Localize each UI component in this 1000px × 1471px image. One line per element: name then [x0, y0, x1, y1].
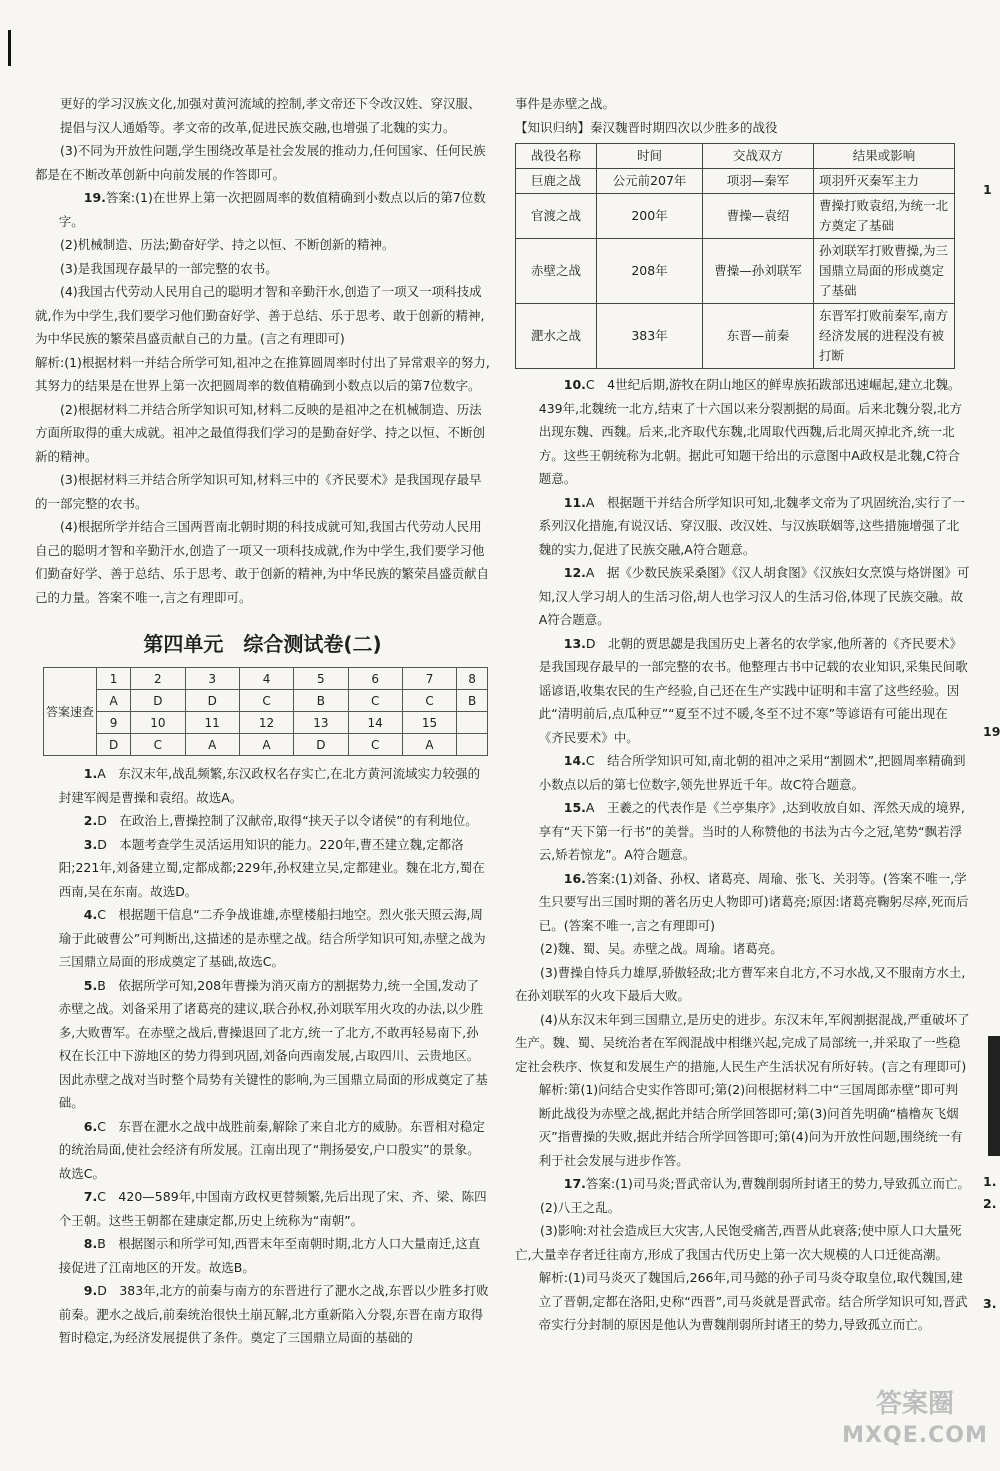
question-item [35, 974, 490, 1115]
table-cell: C [402, 690, 456, 712]
table-cell: C [131, 734, 185, 756]
question-text: C 东晋在淝水之战中战胜前秦,解除了来自北方的威胁。东晋相对稳定的统治局面,使社会经济有所发展。江南出现了“荆扬晏安,户口殷实”的景象。故选C。 [58, 1118, 485, 1181]
knowledge-title: 【知识归纳】秦汉魏晋时期四次以少胜多的战役 [515, 119, 778, 135]
table-cell: 7 [402, 668, 456, 690]
question-number: 4. [83, 907, 98, 922]
edge-number: 1. [983, 1174, 997, 1189]
question-item [515, 373, 970, 491]
question-item [35, 903, 490, 974]
table-cell: A [402, 734, 456, 756]
answer-part: (2)魏、蜀、吴。赤壁之战。周瑜。诸葛亮。 [540, 941, 783, 956]
unit-title: 第四单元 综合测试卷(二) [143, 632, 382, 656]
table-cell: 12 [239, 712, 293, 734]
table-cell: 4 [239, 668, 293, 690]
table-header: 交战双方 [703, 144, 814, 169]
table-cell: B [294, 690, 348, 712]
table-header: 时间 [597, 144, 703, 169]
table-cell: C [348, 690, 402, 712]
question-number: 11. [563, 494, 586, 510]
table-cell: 8 [457, 668, 488, 690]
edge-number: 2. [983, 1196, 997, 1211]
questions-1-9 [35, 762, 490, 1350]
table-cell: 曹操打败袁绍,为统一北方奠定了基础 [814, 194, 955, 239]
question-text: D 在政治上,曹操控制了汉献帝,取得“挟天子以令诸侯”的有利地位。 [97, 813, 478, 828]
question-19 [35, 186, 490, 609]
questions-10-15 [515, 373, 970, 867]
table-cell: A [239, 734, 293, 756]
intro-text: 更好的学习汉族文化,加强对黄河流域的控制,孝文帝还下令改汉姓、穿汉服、提倡与汉人通婚等。孝文帝的改革,促进民族交融,也增强了北魏的实力。 [60, 96, 481, 135]
table-label: 答案速查 [44, 668, 97, 756]
question-text: B 根据图示和所学可知,西晋末年至南朝时期,北方人口大量南迁,这直接促进了江南地区的开发。故选B。 [58, 1236, 481, 1275]
question-item [515, 749, 970, 796]
question-text: A 根据题干并结合所学知识可知,北魏孝文帝为了巩固统治,实行了一系列汉化措施,有说汉话、穿汉服、改汉姓、与汉族联姻等,这些措施增强了北魏的实力,促进了民族交融,A符合题意。 [538, 494, 965, 557]
table-cell: 曹操—孙刘联军 [703, 239, 814, 304]
question-item [35, 1279, 490, 1350]
answer-text: 答案:(1)在世界上第一次把圆周率的数值精确到小数点以后的第7位数字。 [58, 190, 486, 229]
table-cell: 2 [131, 668, 185, 690]
analysis-text: 解析:第(1)问结合史实作答即可;第(2)问根据材料二中“三国周郎赤壁”即可判断此战役为赤壁之战,据此并结合所学回答即可;第(3)问首先明确“樯橹灰飞烟灭”指曹操的失败,据此并结合所学回答即可;第(4)问为开放性问题,围绕统一有利于社会发展与进步作答。 [538, 1082, 963, 1168]
question-number: 10. [563, 377, 586, 392]
table-row [44, 734, 488, 756]
table-cell: 208年 [597, 239, 703, 304]
table-cell: 6 [348, 668, 402, 690]
table-row [516, 194, 955, 239]
edge-bar [988, 1036, 1000, 1156]
question-number: 13. [563, 635, 586, 651]
table-cell: C [239, 690, 293, 712]
table-cell: 200年 [597, 194, 703, 239]
watermark-text: 答案圈 [875, 1389, 954, 1419]
table-cell [457, 734, 488, 756]
answer-part: (3)曹操自恃兵力雄厚,骄傲轻敌;北方曹军来自北方,不习水战,又不服南方水土,在孙刘联军的火攻下最后大败。 [515, 964, 966, 1003]
table-cell: 10 [131, 712, 185, 734]
table-cell: 赤壁之战 [516, 239, 597, 304]
question-answer [35, 186, 490, 233]
table-cell: C [348, 734, 402, 756]
table-cell: 孙刘联军打败曹操,为三国鼎立局面的形成奠定了基础 [814, 239, 955, 304]
intro-text: (3)不同为开放性问题,学生围绕改革是社会发展的推动力,任何国家、任何民族都是在不断改革创新中向前发展的作答即可。 [35, 143, 486, 182]
question-text: A 据《少数民族采桑图》《汉人胡食图》《汉族妇女烹馍与烙饼图》可知,汉人学习胡人的生活习俗,胡人也学习汉人的生活习俗,体现了民族交融。故A符合题意。 [538, 565, 970, 627]
question-item [515, 491, 970, 562]
answer-part: (4)从东汉末年到三国鼎立,是历史的进步。东汉末年,军阀割据混战,严重破坏了生产。魏、蜀、吴统治者在军阀混战中相继兴起,完成了局部统一,并采取了一些稳定社会秩序、恢复和发展生产的措施,人民生产生活状况有所好转。(言之有理即可) [515, 1011, 970, 1074]
question-item [35, 1232, 490, 1279]
table-cell: D [185, 690, 239, 712]
question-17 [515, 1172, 970, 1337]
table-cell: 9 [97, 712, 131, 734]
question-number: 12. [563, 565, 586, 580]
question-item [35, 762, 490, 809]
table-cell: 14 [348, 712, 402, 734]
table-cell: 1 [97, 668, 131, 690]
question-item [35, 1185, 490, 1232]
table-row [44, 690, 488, 712]
table-cell: 11 [185, 712, 239, 734]
question-16 [515, 867, 970, 1173]
question-answer [515, 867, 970, 938]
table-cell: 曹操—袁绍 [703, 194, 814, 239]
table-cell: 3 [185, 668, 239, 690]
question-item [35, 833, 490, 904]
table-cell: 项羽歼灭秦军主力 [814, 169, 955, 194]
table-cell: 13 [294, 712, 348, 734]
question-number: 8. [83, 1236, 98, 1251]
question-text: D 本题考查学生灵活运用知识的能力。220年,曹丕建立魏,定都洛阳;221年,刘备建立蜀,定都成都;229年,孙权建立吴,定都建业。魏在北方,蜀在西南,吴在东南。故选D。 [58, 836, 485, 899]
question-number: 9. [83, 1283, 98, 1298]
edge-number: 3. [983, 1296, 997, 1311]
question-text: D 北朝的贾思勰是我国历史上著名的农学家,他所著的《齐民要术》是我国现存最早的一部完整的农书。他整理古书中记载的农业知识,采集民间歌谣谚语,收集农民的生产经验,自己还在生产实践中证明和丰富了这些经验。因此“清明前后,点瓜种豆”“夏至不过不暖,冬至不过不寒”等谚语有可能出现在《齐民要术》中。 [538, 635, 968, 745]
question-text: C 420—589年,中国南方政权更替频繁,先后出现了宋、齐、梁、陈四个王朝。这些王朝都在建康定都,历史上统称为“南朝”。 [58, 1189, 487, 1228]
analysis-text: 解析:(1)根据材料一并结合所学可知,祖冲之在推算圆周率时付出了异常艰辛的努力,其努力的结果是在世界上第一次把圆周率的数值精确到小数点以后的第7位数字。 [35, 354, 490, 393]
analysis-text: (3)根据材料三并结合所学知识可知,材料三中的《齐民要术》是我国现存最早的一部完整的农书。 [35, 472, 482, 511]
table-row [516, 169, 955, 194]
continuation-text: 事件是赤壁之战。 [515, 96, 616, 111]
question-item [35, 809, 490, 833]
question-text: C 根据题干信息“二乔争战谁雄,赤壁楼船扫地空。烈火张天照云海,周瑜于此破曹公”可判断出,这描述的是赤壁之战。结合所学知识可知,赤壁之战为三国鼎立局面的形成奠定了基础,故选C。 [58, 907, 486, 969]
table-cell: A [97, 690, 131, 712]
analysis-text: (2)根据材料二并结合所学知识可知,材料二反映的是祖冲之在机械制造、历法方面所取得的重大成就。祖冲之最值得我们学习的是勤奋好学、持之以恒、不断创新的精神。 [35, 401, 486, 464]
question-item [515, 561, 970, 632]
table-row [44, 712, 488, 734]
answer-text: 答案:(1)刘备、孙权、诸葛亮、周瑜、张飞、关羽等。(答案不唯一,学生只要写出三国时期的著名历史人物即可)诸葛亮;原因:诸葛亮鞠躬尽瘁,死而后已。(答案不唯一,言之有理即可) [538, 870, 969, 933]
table-row [516, 239, 955, 304]
table-cell: 东晋军打败前秦军,南方经济发展的进程没有被打断 [814, 304, 955, 369]
watermark-text: MXQE.COM [842, 1423, 988, 1448]
table-row [516, 304, 955, 369]
question-number: 14. [563, 753, 586, 768]
right-column [515, 92, 970, 1337]
answer-part: (3)影响:对社会造成巨大灾害,人民饱受痛苦,西晋从此衰落;使中原人口大量死亡,大量幸存者迁往南方,形成了我国古代历史上第一次大规模的人口迁徙高潮。 [515, 1223, 962, 1262]
question-text: A 王羲之的代表作是《兰亭集序》,达到收放自如、浑然天成的境界,享有“天下第一行书”的美誉。当时的人称赞他的书法为古今之冠,笔势“飘若浮云,矫若惊龙”。A符合题意。 [538, 800, 965, 862]
question-number: 6. [83, 1118, 98, 1134]
battle-table [515, 143, 955, 369]
answer-text: 答案:(1)司马炎;晋武帝认为,曹魏削弱所封诸王的势力,导致孤立而亡。 [585, 1176, 970, 1191]
table-header-row [516, 144, 955, 169]
analysis-text: 解析:(1)司马炎灭了魏国后,266年,司马懿的孙子司马炎夺取皇位,取代魏国,建立了晋朝,定都在洛阳,史称“西晋”,司马炎就是晋武帝。结合所学知识可知,晋武帝实行分封制的原因是他认为曹魏削弱所封诸王的势力,导致孤立而亡。 [538, 1270, 968, 1332]
question-item [515, 632, 970, 750]
table-cell: 巨鹿之战 [516, 169, 597, 194]
table-cell [457, 712, 488, 734]
question-number: 15. [563, 800, 586, 815]
question-text: A 东汉末年,战乱频繁,东汉政权名存实亡,在北方黄河流域实力较强的封建军阀是曹操和袁绍。故选A。 [58, 766, 481, 805]
table-cell: 淝水之战 [516, 304, 597, 369]
table-cell: 项羽—秦军 [703, 169, 814, 194]
question-text: C 结合所学知识可知,南北朝的祖冲之采用“割圆术”,把圆周率精确到小数点以后的第七位数字,领先世界近千年。故C符合题意。 [538, 753, 966, 792]
question-number: 1. [83, 766, 98, 781]
question-number: 7. [83, 1189, 98, 1204]
table-cell: 15 [402, 712, 456, 734]
answer-part: (2)机械制造、历法;勤奋好学、持之以恒、不断创新的精神。 [60, 237, 395, 252]
analysis-text: (4)根据所学并结合三国两晋南北朝时期的科技成就可知,我国古代劳动人民用自己的聪明才智和辛勤汗水,创造了一项又一项科技成就,作为中学生,我们要学习他们勤奋好学、善于总结、乐于思考、敢于创新的精神,为中华民族的繁荣昌盛贡献自己的力量。答案不唯一,言之有理即可。 [35, 519, 489, 605]
table-cell: D [131, 690, 185, 712]
question-item [35, 1115, 490, 1186]
watermark-logo [840, 1388, 990, 1458]
answer-part: (2)八王之乱。 [540, 1199, 621, 1215]
table-cell: 东晋—前秦 [703, 304, 814, 369]
table-cell: A [185, 734, 239, 756]
question-text: B 依据所学可知,208年曹操为消灭南方的割据势力,统一全国,发动了赤壁之战。刘备采用了诸葛亮的建议,联合孙权,孙刘联军用火攻的办法,以少胜多,大败曹军。在赤壁之战后,曹操退回了北方,统一了北方,不敢再轻易南下,孙权在长江中下游地区的势力得到巩固,刘备向西南发展,占取四川、云贵地区。因此赤壁之战对当时整个局势有关键性的影响,为三国鼎立局面的形成奠定了基础。 [58, 977, 488, 1110]
question-number: 2. [83, 813, 98, 828]
question-number: 16. [563, 870, 586, 886]
table-cell: 官渡之战 [516, 194, 597, 239]
question-number: 3. [83, 836, 98, 852]
question-text: D 383年,北方的前秦与南方的东晋进行了淝水之战,东晋以少胜多打败前秦。淝水之战后,前秦统治很快土崩瓦解,北方重新陷入分裂,东晋在南方取得暂时稳定,为经济发展提供了条件。奠定了三国鼎立局面的基础的 [58, 1283, 489, 1345]
table-cell: 383年 [597, 304, 703, 369]
table-cell: D [97, 734, 131, 756]
question-text: C 4世纪后期,游牧在阴山地区的鲜卑族拓跋部迅速崛起,建立北魏。439年,北魏统一北方,结束了十六国以来分裂割据的局面。后来北魏分裂,北方出现东魏、西魏。后来,北齐取代东魏,北周取代西魏,后北周灭掉北齐,统一北方。这些王朝统称为北朝。据此可知题干给出的示意图中A政权是北魏,C符合题意。 [538, 377, 963, 486]
table-cell: 5 [294, 668, 348, 690]
table-row [44, 668, 488, 690]
question-number: 17. [563, 1176, 586, 1191]
answer-part: (3)是我国现存最早的一部完整的农书。 [60, 260, 278, 276]
edge-number: 1 [983, 182, 992, 197]
question-number: 5. [83, 977, 98, 993]
binding-mark [8, 30, 11, 66]
question-item [515, 796, 970, 867]
table-cell: 公元前207年 [597, 169, 703, 194]
table-header: 结果或影响 [814, 144, 955, 169]
table-cell: D [294, 734, 348, 756]
table-cell: B [457, 690, 488, 712]
table-header: 战役名称 [516, 144, 597, 169]
left-column [35, 92, 490, 1350]
answer-table [43, 667, 488, 756]
intro-block [35, 92, 490, 186]
edge-number: 19 [983, 724, 1000, 739]
question-answer [515, 1172, 970, 1196]
answer-part: (4)我国古代劳动人民用自己的聪明才智和辛勤汗水,创造了一项又一项科技成就,作为中学生,我们要学习他们勤奋好学、善于总结、乐于思考、敢于创新的精神,为中华民族的繁荣昌盛贡献自己的力量。(言之有理即可) [35, 284, 485, 346]
question-number: 19. [83, 190, 106, 205]
